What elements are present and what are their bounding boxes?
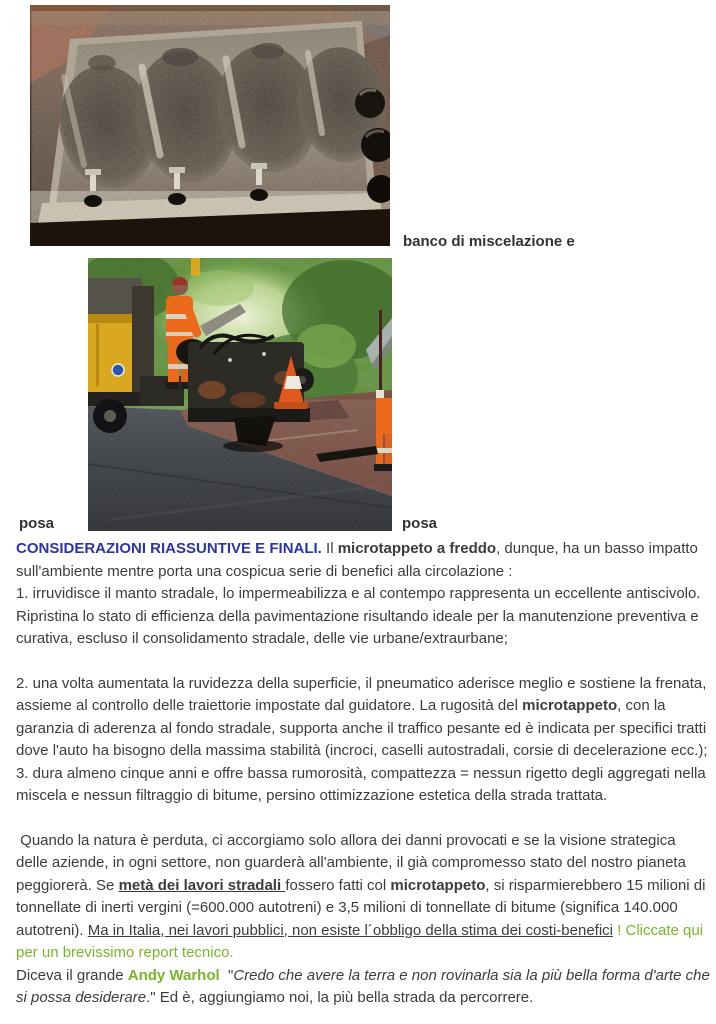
text-run: , dunque, ha un basso impatto sull'ambiente mentre porta una cospicua serie di benefici alla circolazione : xyxy=(16,540,698,580)
text-run-italic: Credo che avere la terra e non rovinarla sia la più bella forma d'arte che si possa desiderare xyxy=(16,966,710,1006)
text-run: ." Ed è, aggiungiamo noi, la più bella strada da percorrere. xyxy=(146,989,534,1006)
text-run: 3. dura almeno cinque anni e offre bassa rumorosità, compattezza = nessun rigetto degli aggregati nella miscela e nessun filtraggio di bitume, persino ottimizzazione estetica della strada trattata. xyxy=(16,764,706,804)
paragraph-benefici xyxy=(16,673,710,808)
text-run: 1. irruvidisce il manto stradale, lo impermeabilizza e al contempo rappresenta un eccellente antiscivolo. Ripristina lo stato di efficienza della pavimentazione risultando ideale per la manutenzione preventiva e curativa, escluso il consolidamento stradale, delle vie urbane/extraurbane; xyxy=(16,585,701,647)
text-run-underline: Ma in Italia, nei lavori pubblici, non esiste l´obbligo della stima dei costi-benefici xyxy=(87,921,613,939)
figure2-caption-left: posa xyxy=(19,515,55,532)
paragraph-natura xyxy=(16,830,710,965)
machine-mast xyxy=(191,258,200,276)
figure2-caption-right: posa xyxy=(402,515,438,532)
worker-boot xyxy=(166,382,179,389)
text-run-bold: microtappeto xyxy=(522,697,618,714)
text-run-bold: microtappeto a freddo xyxy=(337,540,497,557)
text-run-bold-underline: metà dei lavori stradali xyxy=(118,876,286,894)
text-run: Quando la natura è perduta, ci accorgiamo solo allora dei danni provocati e se la visione strategica delle aziende, in ogni settore, non guarderà all'ambiente, il già compromesso stato del nostro pianeta peggiorerà. Se xyxy=(16,831,686,894)
rust-patch xyxy=(198,381,226,399)
paragraph-considerazioni xyxy=(16,538,710,651)
mound-shadow xyxy=(223,440,283,452)
article-body xyxy=(16,538,710,1010)
paving-work-photo[interactable] xyxy=(88,258,392,531)
worker-glove xyxy=(376,390,384,398)
paving-work-image xyxy=(88,258,392,531)
machine-sign xyxy=(112,364,124,376)
text-run: 2. una volta aumentata la ruvidezza della superficie, il pneumatico aderisce meglio e sostiene la frenata, assieme al controllo delle traiettorie impostate dal guidatore. La rugosità del xyxy=(16,674,707,714)
andy-warhol-link[interactable]: Andy Warhol xyxy=(127,966,220,984)
text-run-bold: microtappeto xyxy=(390,876,486,894)
light-leaves xyxy=(296,324,356,368)
grain-texture xyxy=(48,21,378,217)
worker-body-fragment xyxy=(376,398,392,434)
text-run: , con la garanzia di aderenza al fondo stradale, supporta anche il traffico pesante ed è indicata per specifici tratti dove l'auto ha bisogno della massima stabilità (incroci, caselli autostradali, corsie di decelerazione ecc.); xyxy=(16,697,708,759)
text-run: , si risparmierebbero 15 milioni di tonnellate di inerti vergini (=600.000 autotreni) e 3,5 milioni di tonnellate di bitume (significa 140.000 autotreni). xyxy=(16,876,706,939)
paragraph-warhol xyxy=(16,965,710,1010)
figure1-caption: banco di miscelazione e xyxy=(403,233,575,250)
mixing-bank-photo[interactable] xyxy=(30,5,390,246)
text-run: Il xyxy=(321,540,338,557)
text-run: fossero fatti col xyxy=(285,876,391,894)
text-run: " xyxy=(219,966,234,984)
cliccate-qui-link[interactable]: ! Cliccate qui per un brevissimo report tecnico. xyxy=(16,921,704,961)
section-heading: CONSIDERAZIONI RIASSUNTIVE E FINALI. xyxy=(16,540,322,557)
rust-patch xyxy=(230,392,266,408)
text-run: Diceva il grande xyxy=(16,966,128,984)
mixing-bank-image xyxy=(30,5,390,246)
